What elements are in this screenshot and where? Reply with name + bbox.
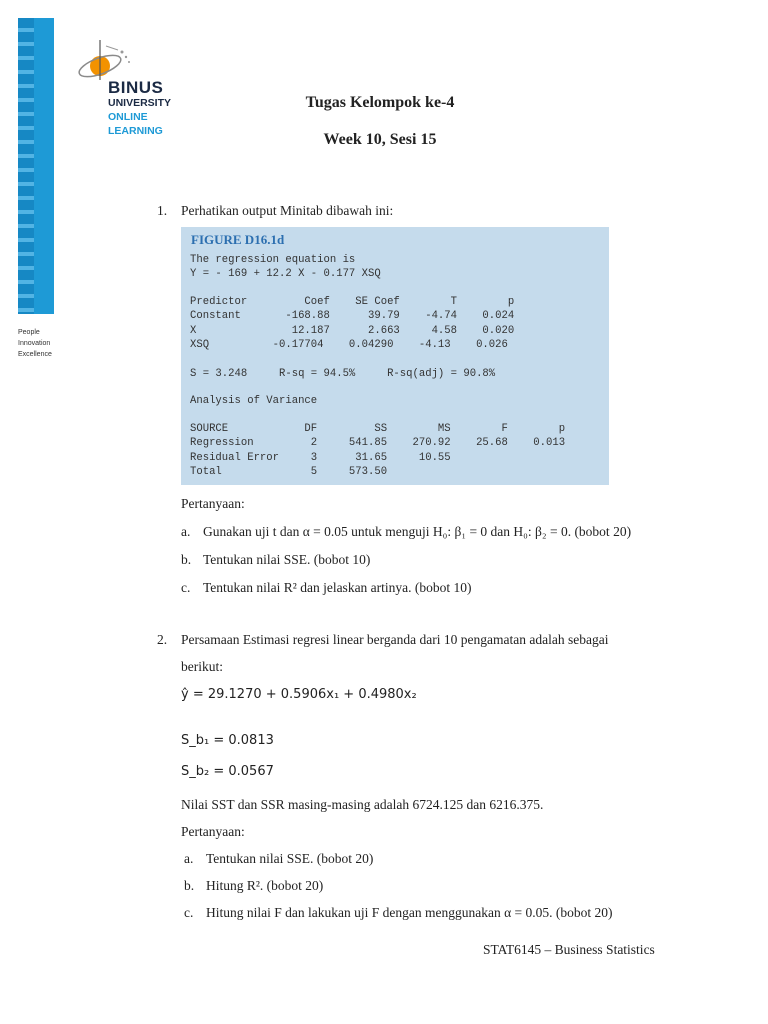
q1-item-c-marker: c. <box>181 580 191 595</box>
figure-title: FIGURE D16.1d <box>191 232 285 247</box>
tagline-excellence: Excellence <box>18 351 52 358</box>
figure-line: SOURCE DF SS MS F p <box>190 423 566 435</box>
sb2-value: S_b₂ = 0.0567 <box>181 764 274 779</box>
q2-question-label: Pertanyaan: <box>181 824 245 839</box>
q1-item-b: Tentukan nilai SSE. (bobot 10) <box>203 552 371 567</box>
q1-number: 1. <box>157 203 168 218</box>
q2-item-a: Tentukan nilai SSE. (bobot 20) <box>206 851 374 866</box>
regression-equation: ŷ = 29.1270 + 0.5906x₁ + 0.4980x₂ <box>181 687 417 702</box>
q1-item-c: Tentukan nilai R² dan jelaskan artinya. (bobot 10) <box>203 580 472 595</box>
figure-line: S = 3.248 R-sq = 94.5% R-sq(adj) = 90.8% <box>190 368 496 380</box>
q2-item-b-marker: b. <box>184 878 195 893</box>
logo-learning-text: LEARNING <box>108 125 163 137</box>
minitab-output-figure <box>181 227 609 485</box>
page-subtitle: Week 10, Sesi 15 <box>323 131 437 148</box>
figure-line: Analysis of Variance <box>190 395 318 407</box>
logo-binus-text: BINUS <box>108 78 164 97</box>
logo-emblem-icon <box>72 38 142 83</box>
logo-university-text: UNIVERSITY <box>108 97 172 109</box>
q1-item-a-marker: a. <box>181 524 191 539</box>
figure-line: Regression 2 541.85 270.92 25.68 0.013 <box>190 437 566 449</box>
figure-line: X 12.187 2.663 4.58 0.020 <box>190 325 515 337</box>
footer-course: STAT6145 – Business Statistics <box>483 942 655 957</box>
figure-line: Predictor Coef SE Coef T p <box>190 296 515 308</box>
q2-item-b: Hitung R². (bobot 20) <box>206 878 324 893</box>
figure-line: The regression equation is <box>190 254 356 266</box>
binus-logo <box>72 38 192 138</box>
figure-line: Total 5 573.50 <box>190 466 388 478</box>
q2-sst-ssr: Nilai SST dan SSR masing-masing adalah 6724.125 dan 6216.375. <box>181 797 544 812</box>
q1-question-label: Pertanyaan: <box>181 496 245 511</box>
q1-item-b-marker: b. <box>181 552 192 567</box>
figure-line: Constant -168.88 39.79 -4.74 0.024 <box>190 310 515 322</box>
q1-intro: Perhatikan output Minitab dibawah ini: <box>181 203 394 218</box>
figure-line: Residual Error 3 31.65 10.55 <box>190 452 451 464</box>
sidebar-stripe <box>18 18 34 314</box>
tagline-innovation: Innovation <box>18 340 51 347</box>
q2-item-c: Hitung nilai F dan lakukan uji F dengan menggunakan α = 0.05. (bobot 20) <box>206 905 613 920</box>
sb1-value: S_b₁ = 0.0813 <box>181 733 274 748</box>
figure-line: XSQ -0.17704 0.04290 -4.13 0.026 <box>190 339 508 351</box>
q2-intro-line2: berikut: <box>181 659 223 674</box>
tagline <box>18 327 52 360</box>
q2-number: 2. <box>157 632 168 647</box>
q2-item-c-marker: c. <box>184 905 194 920</box>
logo-online-text: ONLINE <box>108 111 148 123</box>
q2-item-a-marker: a. <box>184 851 194 866</box>
figure-line: Y = - 169 + 12.2 X - 0.177 XSQ <box>190 268 381 280</box>
page-title: Tugas Kelompok ke-4 <box>305 94 455 111</box>
tagline-people: People <box>18 329 40 336</box>
q2-intro-line1: Persamaan Estimasi regresi linear berganda dari 10 pengamatan adalah sebagai <box>181 632 609 647</box>
q1-item-a: Gunakan uji t dan α = 0.05 untuk menguji H₀: β₁ = 0 dan H₀: β₂ = 0. (bobot 20) <box>203 524 632 539</box>
